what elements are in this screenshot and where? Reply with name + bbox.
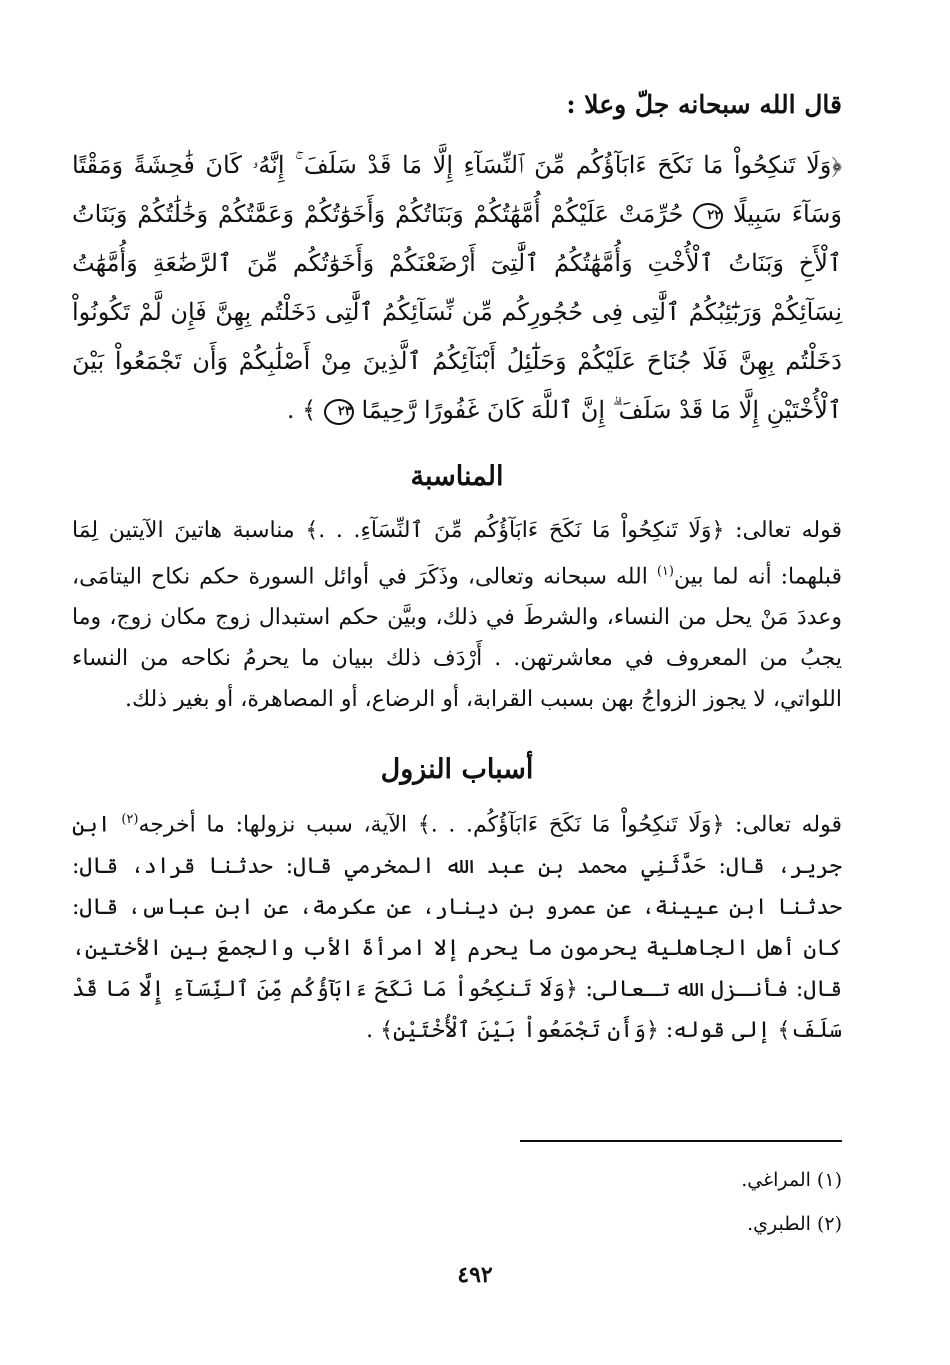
paragraph xyxy=(72,510,842,720)
paragraph xyxy=(72,799,842,1050)
quran-verse-block xyxy=(72,141,842,435)
section-munasaba-body xyxy=(72,510,842,720)
footnotes xyxy=(242,1158,842,1246)
paragraph-text: قوله تعالى: ﴿وَلَا تَنكِحُواْ مَا نَكَحَ ءَابَآؤُكُم. . .﴾ الآية، سبب نزولها: ما أخرجه xyxy=(138,812,842,838)
paragraph-text: الله سبحانه وتعالى، وذَكَرَ في أوائل السورة حكم نكاح اليتامَى، وعددَ مَنْ يحل من النساء، والشرطَ في ذلك، وبيَّن حكم استبدال زوج مكان زوج، وما يجبُ من المعروف في معاشرتهن. . أَرْدَف ذلك ببيان ما يحرمُ نكاحه من النساء اللواتي، لا يجوز الزواجُ بهن بسبب القرابة، أو الرضاع، أو المصاهرة، أو بغير ذلك. xyxy=(72,564,842,713)
quran-verse-text xyxy=(72,141,842,435)
footnote-ref: (١) xyxy=(656,564,674,579)
intro-line: قال الله سبحانه جلّ وعلا : xyxy=(566,90,842,119)
verse-end: ﴾ . xyxy=(286,396,317,424)
paragraph-text: ابن جرير، قال: حَدَّثَنِي محمد بن عبد الله المخرمي قال: حدثنا قراد، قال: حدثنا ابن عيينة، عن عمرو بن دينار، عن عكرمة، عن ابن عباس، قال: كان أهل الجاهلية يحرمون ما يحرم إلا امرأةَ الأب والجمعَ بين الأختين، قال: فأنـزل الله تـعالى: ﴿وَلَا تَنكِحُواْ مَا نَكَحَ ءَابَآؤُكُم مِّنَ ٱلنِّسَآءِ إِلَّا مَا قَدْ سَلَفَ﴾ إلى قوله: ﴿وَأَن تَجْمَعُواْ بَيْنَ ٱلْأُخْتَيْنِ﴾ . xyxy=(72,812,842,1043)
page-number: ٤٩٢ xyxy=(457,1262,493,1288)
footnote-divider xyxy=(520,1140,842,1142)
verse-part-1: ﴿وَلَا تَنكِحُواْ مَا نَكَحَ ءَابَآؤُكُم مِّنَ ٱلنِّسَآءِ إِلَّا مَا قَدْ سَلَفَ ۚ إِنَّهُۥ كَانَ فَٰحِشَةً وَمَقْتًا وَسَآءَ سَبِيلًا xyxy=(72,151,842,228)
section-heading-asbab: أسباب النزول xyxy=(380,754,534,786)
ayah-number-mark: ٢٢ xyxy=(693,203,723,229)
footnote-item: (١) المراغي. xyxy=(741,1169,842,1191)
paragraph-text: قوله تعالى: ﴿وَلَا تَنكِحُواْ مَا نَكَحَ ءَابَآؤُكُم مِّنَ ٱلنِّسَآءِ. . .﴾ مناسبة هاتينَ الآيتين لِمَا قبلهما: أنه لما بين xyxy=(72,518,842,590)
verse-part-2: حُرِّمَتْ عَلَيْكُمْ أُمَّهَٰتُكُمْ وَبَنَاتُكُمْ وَأَخَوَٰتُكُمْ وَعَمَّٰتُكُمْ وَخَٰلَٰتُكُمْ وَبَنَاتُ ٱلْأَخِ وَبَنَاتُ ٱلْأُخْتِ وَأُمَّهَٰتُكُمُ ٱلَّٰتِىٓ أَرْضَعْنَكُمْ وَأَخَوَٰتُكُم مِّنَ ٱلرَّضَٰعَةِ وَأُمَّهَٰتُ نِسَآئِكُمْ وَرَبَٰٓئِبُكُمُ ٱلَّٰتِى فِى حُجُورِكُم مِّن نِّسَآئِكُمُ ٱلَّٰتِى دَخَلْتُم بِهِنَّ فَإِن لَّمْ تَكُونُواْ دَخَلْتُم بِهِنَّ فَلَا جُنَاحَ عَلَيْكُمْ وَحَلَٰٓئِلُ أَبْنَآئِكُمُ ٱلَّذِينَ مِنْ أَصْلَٰبِكُمْ وَأَن تَجْمَعُواْ بَيْنَ ٱلْأُخْتَيْنِ إِلَّا مَا قَدْ سَلَفَ ۗ إِنَّ ٱللَّهَ كَانَ غَفُورًا رَّحِيمًا xyxy=(72,200,842,424)
section-heading-munasaba: المناسبة xyxy=(410,461,504,492)
footnote-item: (٢) الطبري. xyxy=(747,1213,842,1235)
ayah-number-mark: ٢٣ xyxy=(324,399,354,425)
footnote-ref: (٢) xyxy=(121,812,139,828)
section-asbab-body xyxy=(72,799,842,1050)
